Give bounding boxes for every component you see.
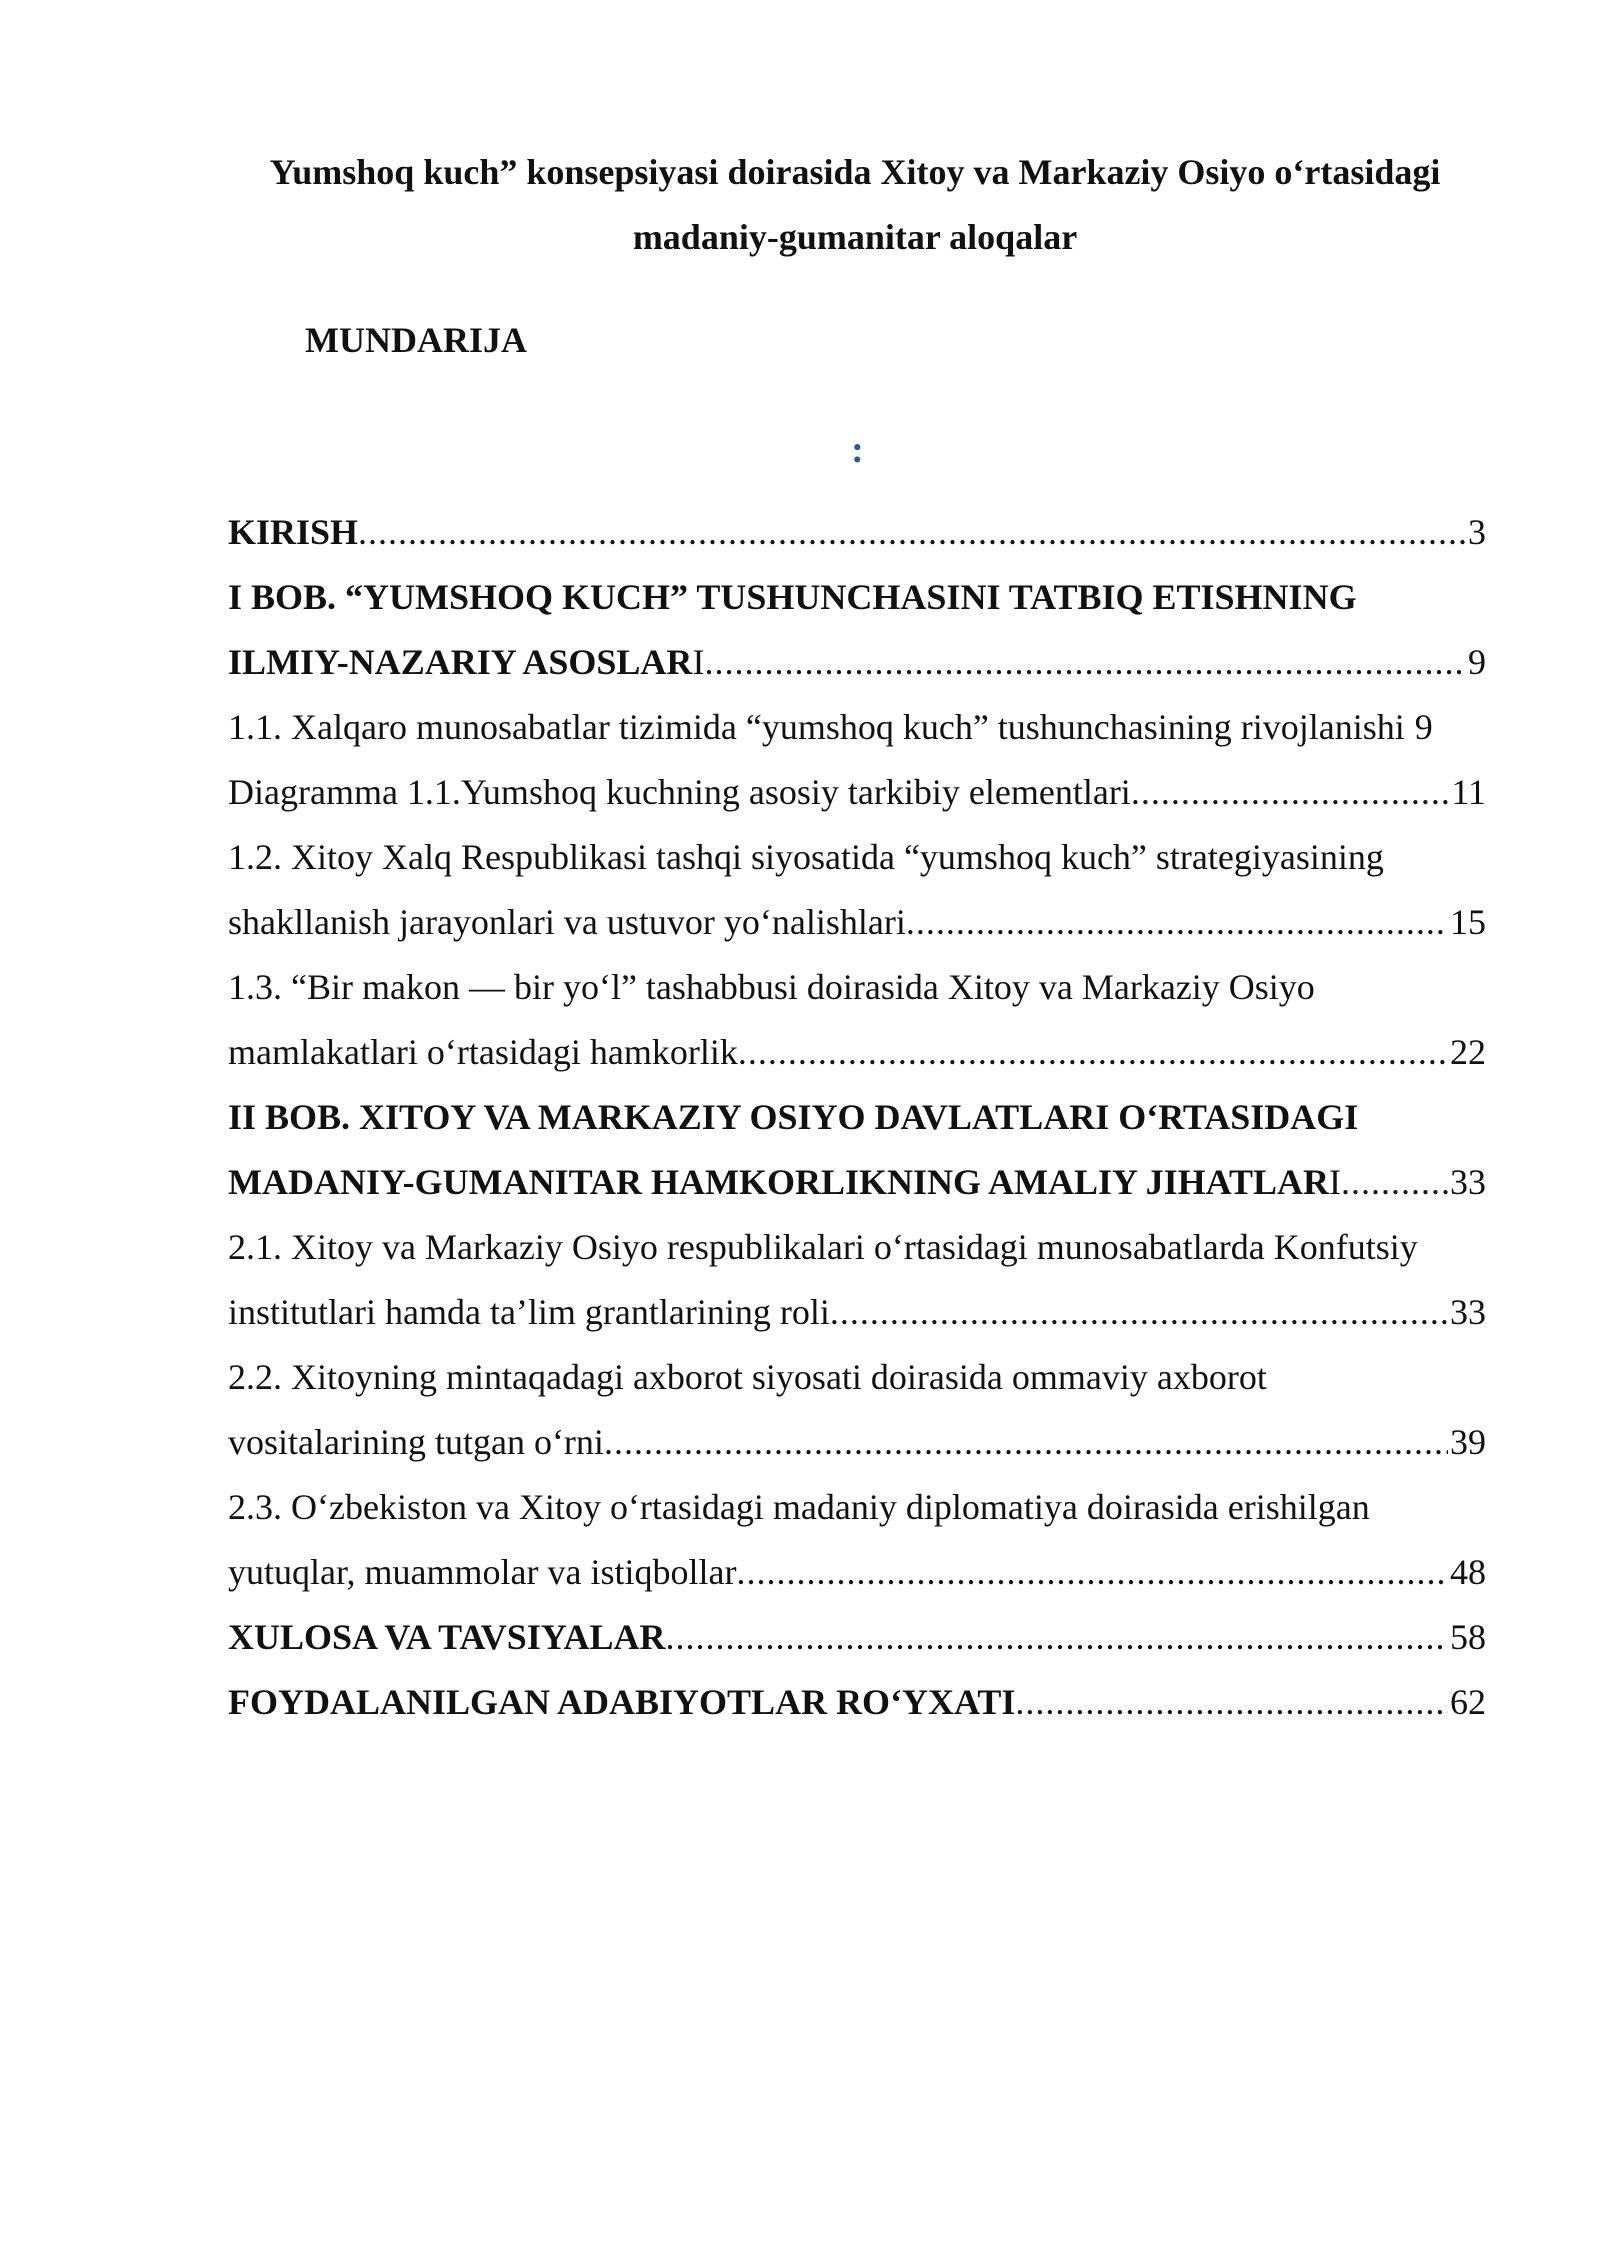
toc-entry-label-line-2: shakllanish jarayonlari va ustuvor yoʻnalishlari <box>228 902 906 942</box>
toc-entry-section-1-1[interactable] <box>228 695 1486 760</box>
toc-entry-label-line-1: 2.2. Xitoyning mintaqadagi axborot siyosati doirasida ommaviy axborot <box>228 1357 1267 1397</box>
title-line-2: madaniy-gumanitar aloqalar <box>632 217 1078 257</box>
toc-leader-dots <box>666 1605 1448 1670</box>
toc-entry-label-tail: I <box>1329 1162 1342 1202</box>
toc-entry-conclusion[interactable] <box>228 1605 1486 1670</box>
toc-entry-section-1-3[interactable] <box>228 955 1486 1085</box>
toc-page-number: 9 <box>1414 707 1433 747</box>
toc-leader-dots <box>358 500 1466 565</box>
toc-entry-label-line-1: 1.3. “Bir makon — bir yoʻl” tashabbusi doirasida Xitoy va Markaziy Osiyo <box>228 967 1315 1007</box>
toc-entry-label: 1.1. Xalqaro munosabatlar tizimida “yumshoq kuch” tushunchasining rivojlanishi <box>228 707 1405 747</box>
toc-entry-section-2-2[interactable] <box>228 1345 1486 1475</box>
toc-entry-label: FOYDALANILGAN ADABIYOTLAR ROʻYXATI <box>228 1682 1016 1722</box>
toc-leader-dots <box>738 1020 1448 1085</box>
document-title <box>180 140 1530 270</box>
toc-page-number: 39 <box>1450 1422 1486 1462</box>
toc-entry-label-line-2: institutlari hamda ta’lim grantlarining roli <box>228 1292 830 1332</box>
toc-page-number: 62 <box>1450 1682 1486 1722</box>
toc-page-number: 33 <box>1450 1162 1486 1202</box>
toc-leader-dots <box>736 1540 1448 1605</box>
toc-entry-label-line-1: I BOB. “YUMSHOQ KUCH” TUSHUNCHASINI TATBIQ ETISHNING <box>228 577 1357 617</box>
toc-entry-label-line-1: 1.2. Xitoy Xalq Respublikasi tashqi siyosatida “yumshoq kuch” strategiyasining <box>228 837 1384 877</box>
toc-entry-label-line-2: mamlakatlari oʻrtasidagi hamkorlik <box>228 1032 738 1072</box>
toc-entry-section-2-3[interactable] <box>228 1475 1486 1605</box>
toc-entry-section-1-2[interactable] <box>228 825 1486 955</box>
toc-heading: MUNDARIJA <box>305 320 527 360</box>
toc-entry-label-line-1: II BOB. XITOY VA MARKAZIY OSIYO DAVLATLARI OʻRTASIDAGI <box>228 1097 1359 1137</box>
table-of-contents <box>228 500 1486 1735</box>
toc-entry-section-2-1[interactable] <box>228 1215 1486 1345</box>
toc-entry-chapter-2[interactable] <box>228 1085 1486 1215</box>
toc-entry-label: Diagramma 1.1.Yumshoq kuchning asosiy tarkibiy elementlari <box>228 772 1131 812</box>
toc-leader-dots <box>1131 760 1450 825</box>
toc-entry-label-line-2: MADANIY-GUMANITAR HAMKORLIKNING AMALIY JIHATLAR <box>228 1162 1330 1202</box>
toc-page-number: 9 <box>1468 642 1486 682</box>
toc-page-number: 33 <box>1450 1292 1486 1332</box>
toc-page-number: 58 <box>1450 1617 1486 1657</box>
toc-entry-label: XULOSA VA TAVSIYALAR <box>228 1617 666 1657</box>
toc-page-number: 3 <box>1468 512 1486 552</box>
toc-leader-dots <box>830 1280 1448 1345</box>
toc-page-number: 11 <box>1451 772 1486 812</box>
toc-entry-label-line-1: 2.3. Oʻzbekiston va Xitoy oʻrtasidagi madaniy diplomatiya doirasida erishilgan <box>228 1487 1370 1527</box>
toc-page-number: 15 <box>1450 902 1486 942</box>
toc-leader-dots <box>1015 1670 1448 1735</box>
toc-entry-label-tail: I <box>692 642 705 682</box>
toc-entry-label: KIRISH <box>228 512 359 552</box>
toc-entry-chapter-1[interactable] <box>228 565 1486 695</box>
toc-leader-dots <box>1341 1150 1448 1215</box>
toc-entry-diagram-1-1[interactable] <box>228 760 1486 825</box>
toc-entry-references[interactable] <box>228 1670 1486 1735</box>
toc-entry-label-line-2: vositalarining tutgan oʻrni <box>228 1422 604 1462</box>
toc-page-number: 22 <box>1450 1032 1486 1072</box>
colon-mark: : <box>851 429 864 471</box>
toc-leader-dots <box>604 1410 1448 1475</box>
toc-page-number: 48 <box>1450 1552 1486 1592</box>
toc-entry-label-line-1: 2.1. Xitoy va Markaziy Osiyo respublikalari oʻrtasidagi munosabatlarda Konfutsiy <box>228 1227 1418 1267</box>
toc-entry-label-line-2: ILMIY-NAZARIY ASOSLAR <box>228 642 693 682</box>
toc-entry-kirish[interactable] <box>228 500 1486 565</box>
toc-leader-dots <box>704 630 1466 695</box>
title-line-1: Yumshoq kuch” konsepsiyasi doirasida Xitoy va Markaziy Osiyo oʻrtasidagi <box>269 152 1441 192</box>
toc-leader-dots <box>906 890 1448 955</box>
toc-entry-label-line-2: yutuqlar, muammolar va istiqbollar <box>228 1552 737 1592</box>
